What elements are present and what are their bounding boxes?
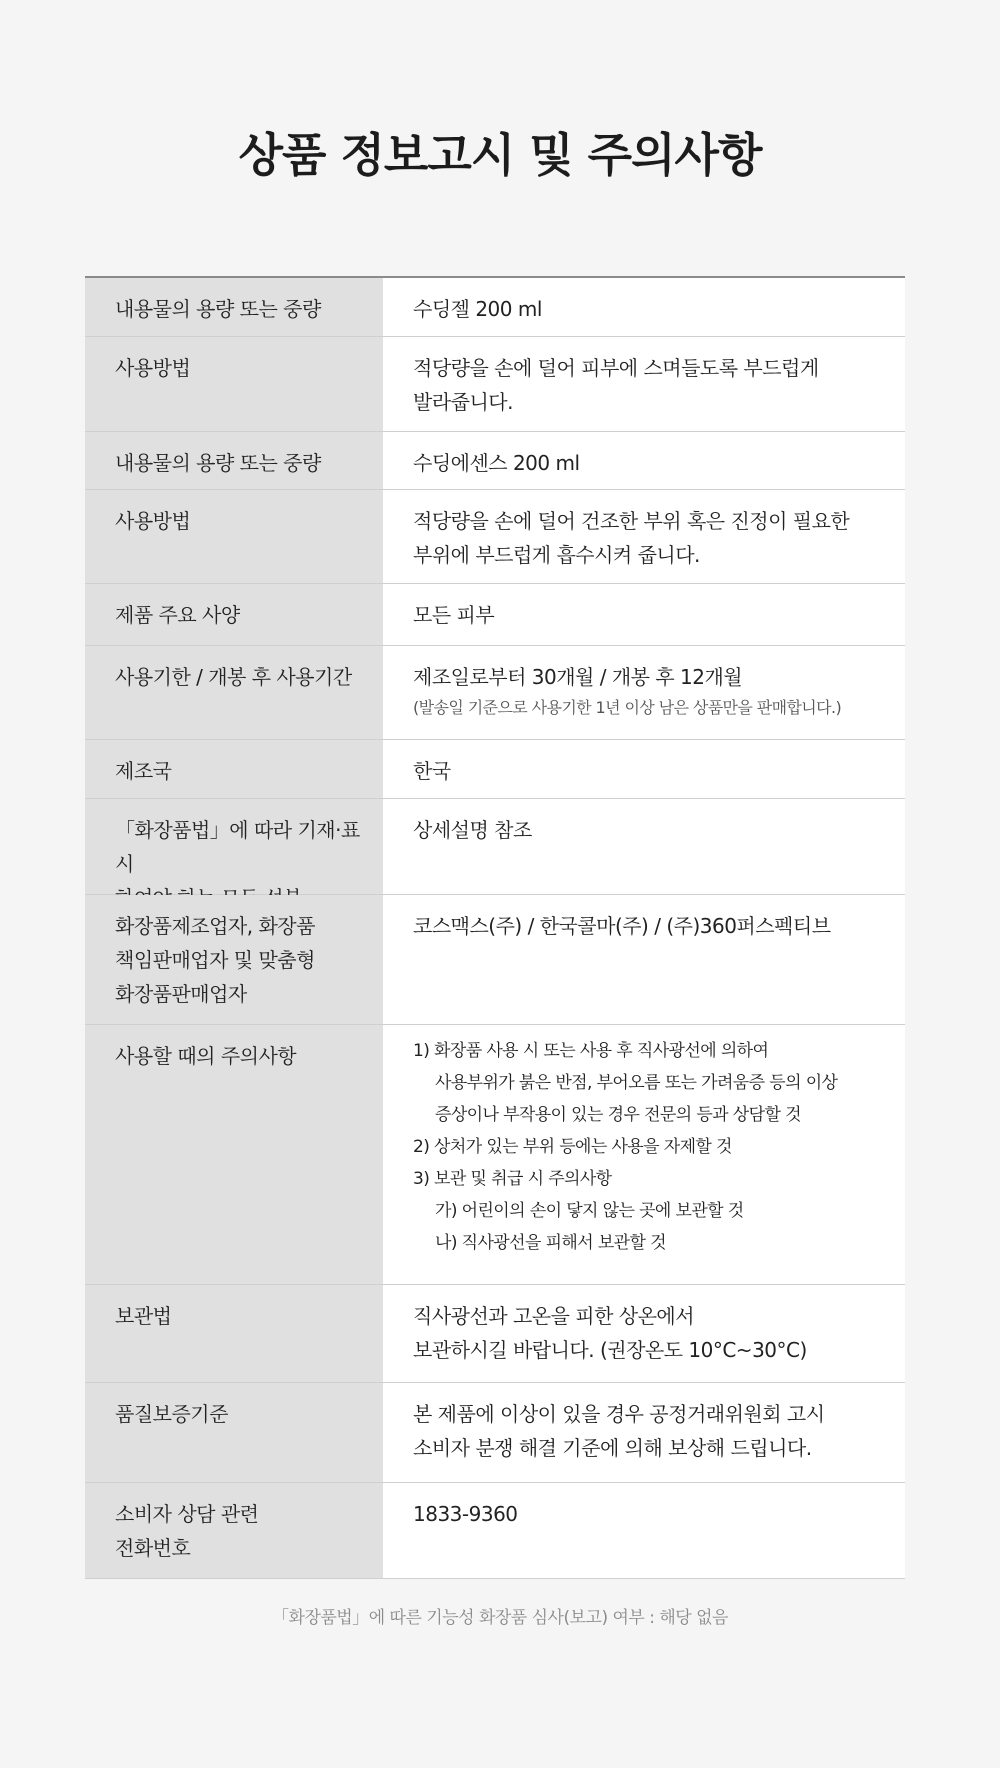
- row-label: 제품 주요 사양: [85, 584, 383, 645]
- row-value-line: 한국: [413, 759, 451, 783]
- caution-line: 나) 직사광선을 피해서 보관할 것: [435, 1233, 666, 1253]
- row-value: [383, 432, 905, 489]
- table-row-quality: [85, 1383, 905, 1483]
- contact-phone: 1833-9360: [413, 1502, 518, 1526]
- row-label: 품질보증기준: [85, 1383, 383, 1482]
- row-value-line: 코스맥스(주) / 한국콜마(주) / (주)360퍼스펙티브: [413, 914, 831, 938]
- caution-line: 1) 화장품 사용 시 또는 사용 후 직사광선에 의하여: [413, 1041, 769, 1061]
- row-value: [383, 1383, 905, 1482]
- row-value-line: 직사광선과 고온을 피한 상온에서: [413, 1304, 695, 1328]
- row-label: 소비자 상담 관련 전화번호: [85, 1483, 383, 1578]
- caution-line: 2) 상처가 있는 부위 등에는 사용을 자제할 것: [413, 1137, 732, 1157]
- row-value: [383, 337, 905, 431]
- row-value-line: 상세설명 참조: [413, 818, 532, 842]
- table-row-caution: [85, 1025, 905, 1285]
- row-value-line: 본 제품에 이상이 있을 경우 공정거래위원회 고시: [413, 1402, 825, 1426]
- table-row-storage: [85, 1285, 905, 1383]
- table-row-capacity-essence: [85, 432, 905, 490]
- table-row-manufacturer: [85, 895, 905, 1025]
- row-value: [383, 1483, 905, 1578]
- table-row-usage-essence: [85, 490, 905, 584]
- row-value-line: 수딩젤 200 ml: [413, 297, 542, 321]
- row-label: 사용기한 / 개봉 후 사용기간: [85, 646, 383, 739]
- row-value-line: 수딩에센스 200 ml: [413, 451, 580, 475]
- row-value-line: 발라줍니다.: [413, 390, 513, 414]
- row-value-line: 제조일로부터 30개월 / 개봉 후 12개월: [413, 665, 743, 689]
- caution-line: 가) 어린이의 손이 닿지 않는 곳에 보관할 것: [435, 1201, 744, 1221]
- row-value: [383, 646, 905, 739]
- caution-line: 사용부위가 붉은 반점, 부어오름 또는 가려움증 등의 이상: [435, 1073, 838, 1093]
- product-info-table: [85, 276, 905, 1579]
- row-label: 사용할 때의 주의사항: [85, 1025, 383, 1284]
- row-value-line: 보관하시길 바랍니다. (권장온도 10°C~30°C): [413, 1338, 807, 1362]
- row-label: 사용방법: [85, 337, 383, 431]
- row-value: [383, 799, 905, 894]
- table-row-expiry: [85, 646, 905, 740]
- row-label: 「화장품법」에 따라 기재·표시: [85, 799, 383, 894]
- row-value-line: 모든 피부: [413, 603, 495, 627]
- row-value: [383, 895, 905, 1024]
- row-value-line: 소비자 분쟁 해결 기준에 의해 보상해 드립니다.: [413, 1436, 812, 1460]
- row-value-line: 적당량을 손에 덜어 건조한 부위 혹은 진정이 필요한: [413, 509, 850, 533]
- caution-list: [383, 1025, 905, 1284]
- row-label: 보관법: [85, 1285, 383, 1382]
- row-value: [383, 584, 905, 645]
- row-value: [383, 490, 905, 583]
- page-title: 상품 정보고시 및 주의사항: [238, 128, 762, 182]
- row-label: 화장품제조업자, 화장품 책임판매업자 및 맞춤형 화장품판매업자: [85, 895, 383, 1024]
- table-row-capacity-gel: [85, 278, 905, 337]
- row-value-line: 부위에 부드럽게 흡수시켜 줍니다.: [413, 543, 700, 567]
- row-value-line: 적당량을 손에 덜어 피부에 스며들도록 부드럽게: [413, 356, 819, 380]
- expiry-note: (발송일 기준으로 사용기한 1년 이상 남은 상품만을 판매합니다.): [413, 698, 842, 717]
- row-label: 제조국: [85, 740, 383, 798]
- table-row-contact: [85, 1483, 905, 1579]
- functional-cosmetic-footnote: 「화장품법」에 따른 기능성 화장품 심사(보고) 여부 : 해당 없음: [272, 1608, 728, 1628]
- table-row-usage-gel: [85, 337, 905, 432]
- table-row-spec: [85, 584, 905, 646]
- row-value: [383, 278, 905, 336]
- table-row-origin: [85, 740, 905, 799]
- row-label: 내용물의 용량 또는 중량: [85, 432, 383, 489]
- row-value: [383, 740, 905, 798]
- row-label: 사용방법: [85, 490, 383, 583]
- caution-line: 증상이나 부작용이 있는 경우 전문의 등과 상담할 것: [435, 1105, 801, 1125]
- row-label: 내용물의 용량 또는 중량: [85, 278, 383, 336]
- table-row-ingredients: [85, 799, 905, 895]
- row-value: [383, 1285, 905, 1382]
- caution-line: 3) 보관 및 취급 시 주의사항: [413, 1169, 612, 1189]
